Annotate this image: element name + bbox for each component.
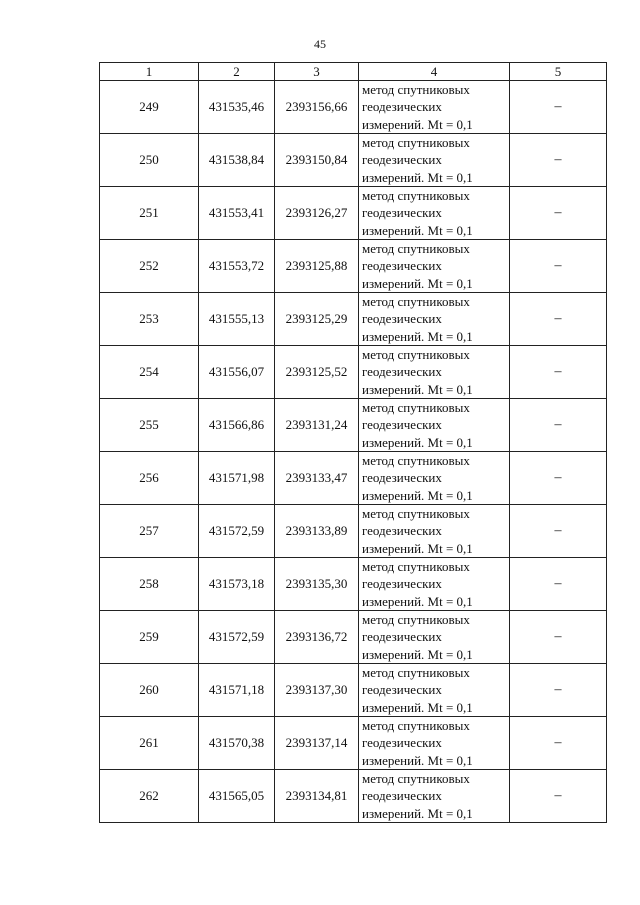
method-line: измерений. Mt = 0,1 bbox=[362, 487, 473, 503]
method-cell bbox=[359, 240, 510, 293]
point-number-cell: 262 bbox=[100, 770, 199, 823]
page-number: 45 bbox=[314, 37, 326, 51]
table-row bbox=[100, 664, 607, 717]
note-cell: – bbox=[510, 770, 607, 823]
x-coordinate-cell: 431570,38 bbox=[199, 717, 275, 770]
method-line: геодезических bbox=[362, 364, 442, 380]
method-line: геодезических bbox=[362, 258, 442, 274]
note-cell: – bbox=[510, 505, 607, 558]
table-row bbox=[100, 717, 607, 770]
point-number-cell: 252 bbox=[100, 240, 199, 293]
method-cell bbox=[359, 505, 510, 558]
y-coordinate-cell: 2393125,88 bbox=[275, 240, 359, 293]
method-line: измерений. Mt = 0,1 bbox=[362, 752, 473, 768]
note-cell: – bbox=[510, 134, 607, 187]
method-line: геодезических bbox=[362, 99, 442, 115]
method-cell bbox=[359, 770, 510, 823]
method-line: метод спутниковых bbox=[362, 82, 470, 98]
method-cell bbox=[359, 717, 510, 770]
method-line: геодезических bbox=[362, 205, 442, 221]
point-number-cell: 258 bbox=[100, 558, 199, 611]
method-cell bbox=[359, 81, 510, 134]
x-coordinate-cell: 431572,59 bbox=[199, 611, 275, 664]
x-coordinate-cell: 431573,18 bbox=[199, 558, 275, 611]
method-cell bbox=[359, 611, 510, 664]
note-cell: – bbox=[510, 240, 607, 293]
note-cell: – bbox=[510, 558, 607, 611]
method-line: метод спутниковых bbox=[362, 188, 470, 204]
point-number-cell: 254 bbox=[100, 346, 199, 399]
table-row bbox=[100, 81, 607, 134]
method-line: измерений. Mt = 0,1 bbox=[362, 593, 473, 609]
y-coordinate-cell: 2393131,24 bbox=[275, 399, 359, 452]
method-line: измерений. Mt = 0,1 bbox=[362, 169, 473, 185]
x-coordinate-cell: 431556,07 bbox=[199, 346, 275, 399]
method-line: метод спутниковых bbox=[362, 347, 470, 363]
method-line: измерений. Mt = 0,1 bbox=[362, 646, 473, 662]
method-line: геодезических bbox=[362, 788, 442, 804]
table-row bbox=[100, 505, 607, 558]
point-number-cell: 249 bbox=[100, 81, 199, 134]
y-coordinate-cell: 2393133,89 bbox=[275, 505, 359, 558]
table-row bbox=[100, 770, 607, 823]
y-coordinate-cell: 2393125,29 bbox=[275, 293, 359, 346]
method-line: геодезических bbox=[362, 470, 442, 486]
table-row bbox=[100, 452, 607, 505]
note-cell: – bbox=[510, 187, 607, 240]
method-line: геодезических bbox=[362, 152, 442, 168]
y-coordinate-cell: 2393135,30 bbox=[275, 558, 359, 611]
method-line: геодезических bbox=[362, 629, 442, 645]
point-number-cell: 251 bbox=[100, 187, 199, 240]
method-line: измерений. Mt = 0,1 bbox=[362, 328, 473, 344]
note-cell: – bbox=[510, 346, 607, 399]
method-line: геодезических bbox=[362, 311, 442, 327]
table-row bbox=[100, 240, 607, 293]
x-coordinate-cell: 431572,59 bbox=[199, 505, 275, 558]
table-row bbox=[100, 611, 607, 664]
method-line: измерений. Mt = 0,1 bbox=[362, 699, 473, 715]
y-coordinate-cell: 2393136,72 bbox=[275, 611, 359, 664]
table-body bbox=[100, 81, 607, 823]
method-cell bbox=[359, 452, 510, 505]
method-line: метод спутниковых bbox=[362, 612, 470, 628]
point-number-cell: 259 bbox=[100, 611, 199, 664]
method-line: измерений. Mt = 0,1 bbox=[362, 222, 473, 238]
coordinates-table bbox=[99, 62, 607, 823]
table-row bbox=[100, 134, 607, 187]
method-line: измерений. Mt = 0,1 bbox=[362, 275, 473, 291]
table-row bbox=[100, 187, 607, 240]
method-cell bbox=[359, 558, 510, 611]
note-cell: – bbox=[510, 611, 607, 664]
x-coordinate-cell: 431566,86 bbox=[199, 399, 275, 452]
y-coordinate-cell: 2393126,27 bbox=[275, 187, 359, 240]
method-line: измерений. Mt = 0,1 bbox=[362, 540, 473, 556]
method-line: метод спутниковых bbox=[362, 294, 470, 310]
method-line: метод спутниковых bbox=[362, 135, 470, 151]
table-header-row bbox=[100, 63, 607, 81]
y-coordinate-cell: 2393137,14 bbox=[275, 717, 359, 770]
method-line: геодезических bbox=[362, 576, 442, 592]
method-line: метод спутниковых bbox=[362, 718, 470, 734]
point-number-cell: 257 bbox=[100, 505, 199, 558]
method-line: измерений. Mt = 0,1 bbox=[362, 381, 473, 397]
x-coordinate-cell: 431565,05 bbox=[199, 770, 275, 823]
note-cell: – bbox=[510, 293, 607, 346]
point-number-cell: 253 bbox=[100, 293, 199, 346]
x-coordinate-cell: 431553,72 bbox=[199, 240, 275, 293]
x-coordinate-cell: 431571,18 bbox=[199, 664, 275, 717]
method-cell bbox=[359, 399, 510, 452]
method-line: измерений. Mt = 0,1 bbox=[362, 805, 473, 821]
y-coordinate-cell: 2393156,66 bbox=[275, 81, 359, 134]
method-cell bbox=[359, 664, 510, 717]
column-header: 1 bbox=[100, 63, 199, 81]
note-cell: – bbox=[510, 452, 607, 505]
method-line: измерений. Mt = 0,1 bbox=[362, 434, 473, 450]
y-coordinate-cell: 2393137,30 bbox=[275, 664, 359, 717]
point-number-cell: 261 bbox=[100, 717, 199, 770]
method-cell bbox=[359, 134, 510, 187]
note-cell: – bbox=[510, 399, 607, 452]
method-line: геодезических bbox=[362, 735, 442, 751]
method-line: метод спутниковых bbox=[362, 771, 470, 787]
note-cell: – bbox=[510, 664, 607, 717]
method-cell bbox=[359, 187, 510, 240]
column-header: 4 bbox=[359, 63, 510, 81]
y-coordinate-cell: 2393150,84 bbox=[275, 134, 359, 187]
y-coordinate-cell: 2393134,81 bbox=[275, 770, 359, 823]
x-coordinate-cell: 431555,13 bbox=[199, 293, 275, 346]
method-line: геодезических bbox=[362, 523, 442, 539]
method-line: метод спутниковых bbox=[362, 400, 470, 416]
point-number-cell: 260 bbox=[100, 664, 199, 717]
table-row bbox=[100, 293, 607, 346]
point-number-cell: 255 bbox=[100, 399, 199, 452]
column-header: 3 bbox=[275, 63, 359, 81]
method-cell bbox=[359, 293, 510, 346]
table-row bbox=[100, 399, 607, 452]
y-coordinate-cell: 2393133,47 bbox=[275, 452, 359, 505]
column-header: 5 bbox=[510, 63, 607, 81]
method-line: метод спутниковых bbox=[362, 453, 470, 469]
x-coordinate-cell: 431535,46 bbox=[199, 81, 275, 134]
x-coordinate-cell: 431553,41 bbox=[199, 187, 275, 240]
table-row bbox=[100, 558, 607, 611]
method-cell bbox=[359, 346, 510, 399]
method-line: измерений. Mt = 0,1 bbox=[362, 116, 473, 132]
method-line: метод спутниковых bbox=[362, 506, 470, 522]
point-number-cell: 250 bbox=[100, 134, 199, 187]
x-coordinate-cell: 431571,98 bbox=[199, 452, 275, 505]
method-line: метод спутниковых bbox=[362, 559, 470, 575]
note-cell: – bbox=[510, 81, 607, 134]
y-coordinate-cell: 2393125,52 bbox=[275, 346, 359, 399]
table-row bbox=[100, 346, 607, 399]
method-line: геодезических bbox=[362, 417, 442, 433]
x-coordinate-cell: 431538,84 bbox=[199, 134, 275, 187]
point-number-cell: 256 bbox=[100, 452, 199, 505]
method-line: метод спутниковых bbox=[362, 241, 470, 257]
method-line: метод спутниковых bbox=[362, 665, 470, 681]
method-line: геодезических bbox=[362, 682, 442, 698]
note-cell: – bbox=[510, 717, 607, 770]
column-header: 2 bbox=[199, 63, 275, 81]
